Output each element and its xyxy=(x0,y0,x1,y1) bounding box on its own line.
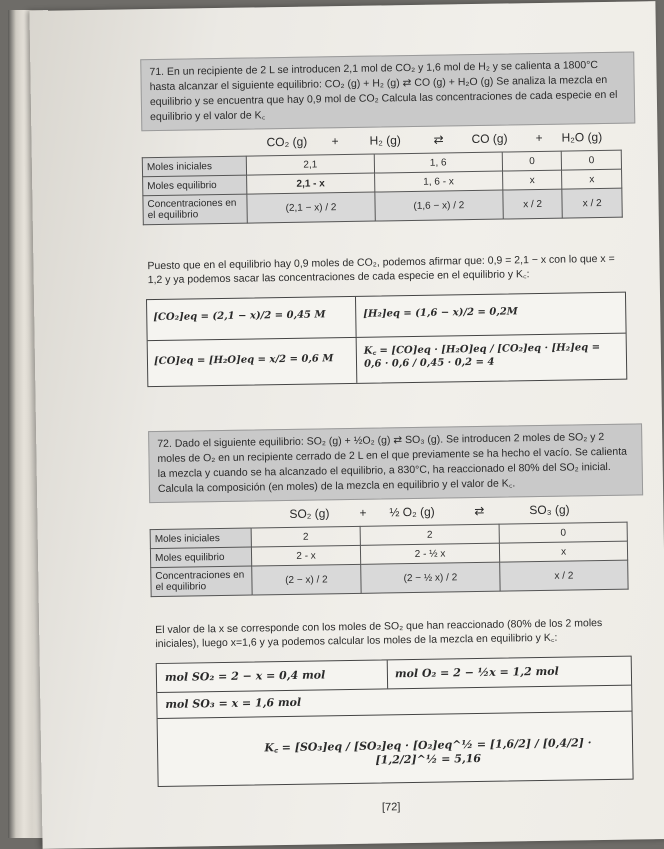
result-kc: K꜀ = [SO₃]eq / [SO₂]eq · [O₂]eq^½ = [1,6/2] / [0,4/2] · [1,2/2]^½ = 5,16 xyxy=(264,736,592,767)
result-mol-so2: mol SO₂ = 2 − x = 0,4 mol xyxy=(164,668,326,684)
species-o2: ½ O₂ (g) xyxy=(389,504,435,520)
divider xyxy=(157,685,631,693)
divider xyxy=(356,337,358,383)
table-cell: 2 - ½ x xyxy=(360,543,499,564)
page-number: [72] xyxy=(381,801,401,814)
species-co: CO (g) xyxy=(471,131,508,147)
result-co2-concentration: [CO₂]eq = (2,1 − x)/2 = 0,45 M xyxy=(153,309,326,324)
table-cell: x xyxy=(499,541,627,562)
equilibrium-arrow: ⇄ xyxy=(474,503,485,519)
divider xyxy=(158,711,632,719)
table-cell: (2 − x) / 2 xyxy=(252,564,361,595)
table-cell: 2,1 xyxy=(246,154,374,175)
result-mol-so3: mol SO₃ = x = 1,6 mol xyxy=(165,695,302,711)
problem-72-explanation: El valor de la x se corresponde con los moles de SO₂ que han reaccionado (80% de los 2 moles iniciales), luego x=1,6 y ya podemos calcular los moles de la mezcla en equilibrio y K꜀: xyxy=(155,617,603,651)
table-cell: 0 xyxy=(562,150,622,170)
problem-72-ice-table xyxy=(150,522,629,597)
plus-sign: + xyxy=(331,134,339,149)
problem-71-statement: 71. En un recipiente de 2 L se introducen 2,1 mol de CO₂ y 1,6 mol de H₂ y se calienta a 1800°C hasta alcanzar el siguiente equilibrio: CO₂ (g) + H₂ (g) ⇄ CO (g) + H₂O (g) Se analiza la mezcla en equilibrio y se encuentra que hay 0,9 mol de CO₂ Calcula las concentraciones de cada especie en el equilibrio y el valor de K꜀ xyxy=(140,51,635,131)
divider xyxy=(148,333,626,342)
table-cell: x xyxy=(562,169,622,189)
problem-72-statement: 72. Dado el siguiente equilibrio: SO₂ (g) + ½O₂ (g) ⇄ SO₃ (g). Se introducen 2 moles de SO₂ y 2 moles de O₂ en un recipiente cerrado de 2 L en el que previamente se ha hecho el vacío. Se calienta la mezcla y cuando se ha alcanzado el equilibrio, a 830°C, ha reaccionado el 80% del SO₂ inicial. Calcula la composición (en moles) de la mezcla en equilibrio y el valor de K꜀. xyxy=(148,423,643,503)
row-label: Moles equilibrio xyxy=(143,175,247,196)
table-cell: 1, 6 - x xyxy=(374,171,502,192)
row-label: Concentraciones en el equilibrio xyxy=(143,194,247,225)
plus-sign: + xyxy=(535,130,543,146)
book-page xyxy=(29,1,664,849)
divider xyxy=(355,297,357,337)
problem-72-results-box xyxy=(156,656,634,787)
plus-sign: + xyxy=(359,505,367,520)
table-cell: x / 2 xyxy=(503,189,563,219)
row-label: Moles equilibrio xyxy=(150,547,251,568)
table-row xyxy=(143,188,622,225)
table-cell: x xyxy=(502,170,562,190)
problem-71-results-box xyxy=(146,292,627,388)
table-cell: x / 2 xyxy=(562,188,622,218)
result-kc: K꜀ = [CO]eq · [H₂O]eq / [CO₂]eq · [H₂]eq = 0,6 · 0,6 / 0,45 · 0,2 = 4 xyxy=(363,342,601,370)
species-so2: SO₂ (g) xyxy=(289,506,330,521)
result-mol-o2: mol O₂ = 2 − ½x = 1,2 mol xyxy=(394,664,559,681)
species-h2: H₂ (g) xyxy=(369,133,401,148)
row-label: Moles iniciales xyxy=(142,156,246,177)
table-cell: 0 xyxy=(502,151,562,171)
table-cell: 2 xyxy=(251,526,360,547)
table-cell: 2,1 - x xyxy=(247,173,375,194)
table-cell: 0 xyxy=(499,522,627,543)
species-co2: CO₂ (g) xyxy=(266,134,308,150)
row-label: Concentraciones en el equilibrio xyxy=(151,566,252,597)
table-cell: 2 - x xyxy=(251,545,360,566)
equilibrium-arrow: ⇄ xyxy=(433,132,444,147)
divider xyxy=(387,660,388,688)
table-cell: (2,1 − x) / 2 xyxy=(247,192,375,223)
table-cell: (2 − ½ x) / 2 xyxy=(361,562,500,593)
table-row xyxy=(151,560,628,596)
table-cell: 1, 6 xyxy=(374,152,502,173)
result-co-h2o-concentration: [CO]eq = [H₂O]eq = x/2 = 0,6 M xyxy=(153,353,334,368)
problem-71-ice-table xyxy=(142,150,623,226)
problem-71-explanation: Puesto que en el equilibrio hay 0,9 moles de CO₂, podemos afirmar que: 0,9 = 2,1 − x con lo que x = 1,2 y ya podemos sacar las concentraciones de cada especie en el equilibrio y K꜀: xyxy=(147,252,615,287)
table-cell: 2 xyxy=(360,524,499,545)
table-cell: (1,6 − x) / 2 xyxy=(375,190,503,221)
species-h2o: H₂O (g) xyxy=(561,129,603,145)
species-so3: SO₃ (g) xyxy=(529,502,570,518)
table-cell: x / 2 xyxy=(500,560,628,591)
row-label: Moles iniciales xyxy=(150,528,251,549)
result-h2-concentration: [H₂]eq = (1,6 − x)/2 = 0,2M xyxy=(363,306,518,320)
